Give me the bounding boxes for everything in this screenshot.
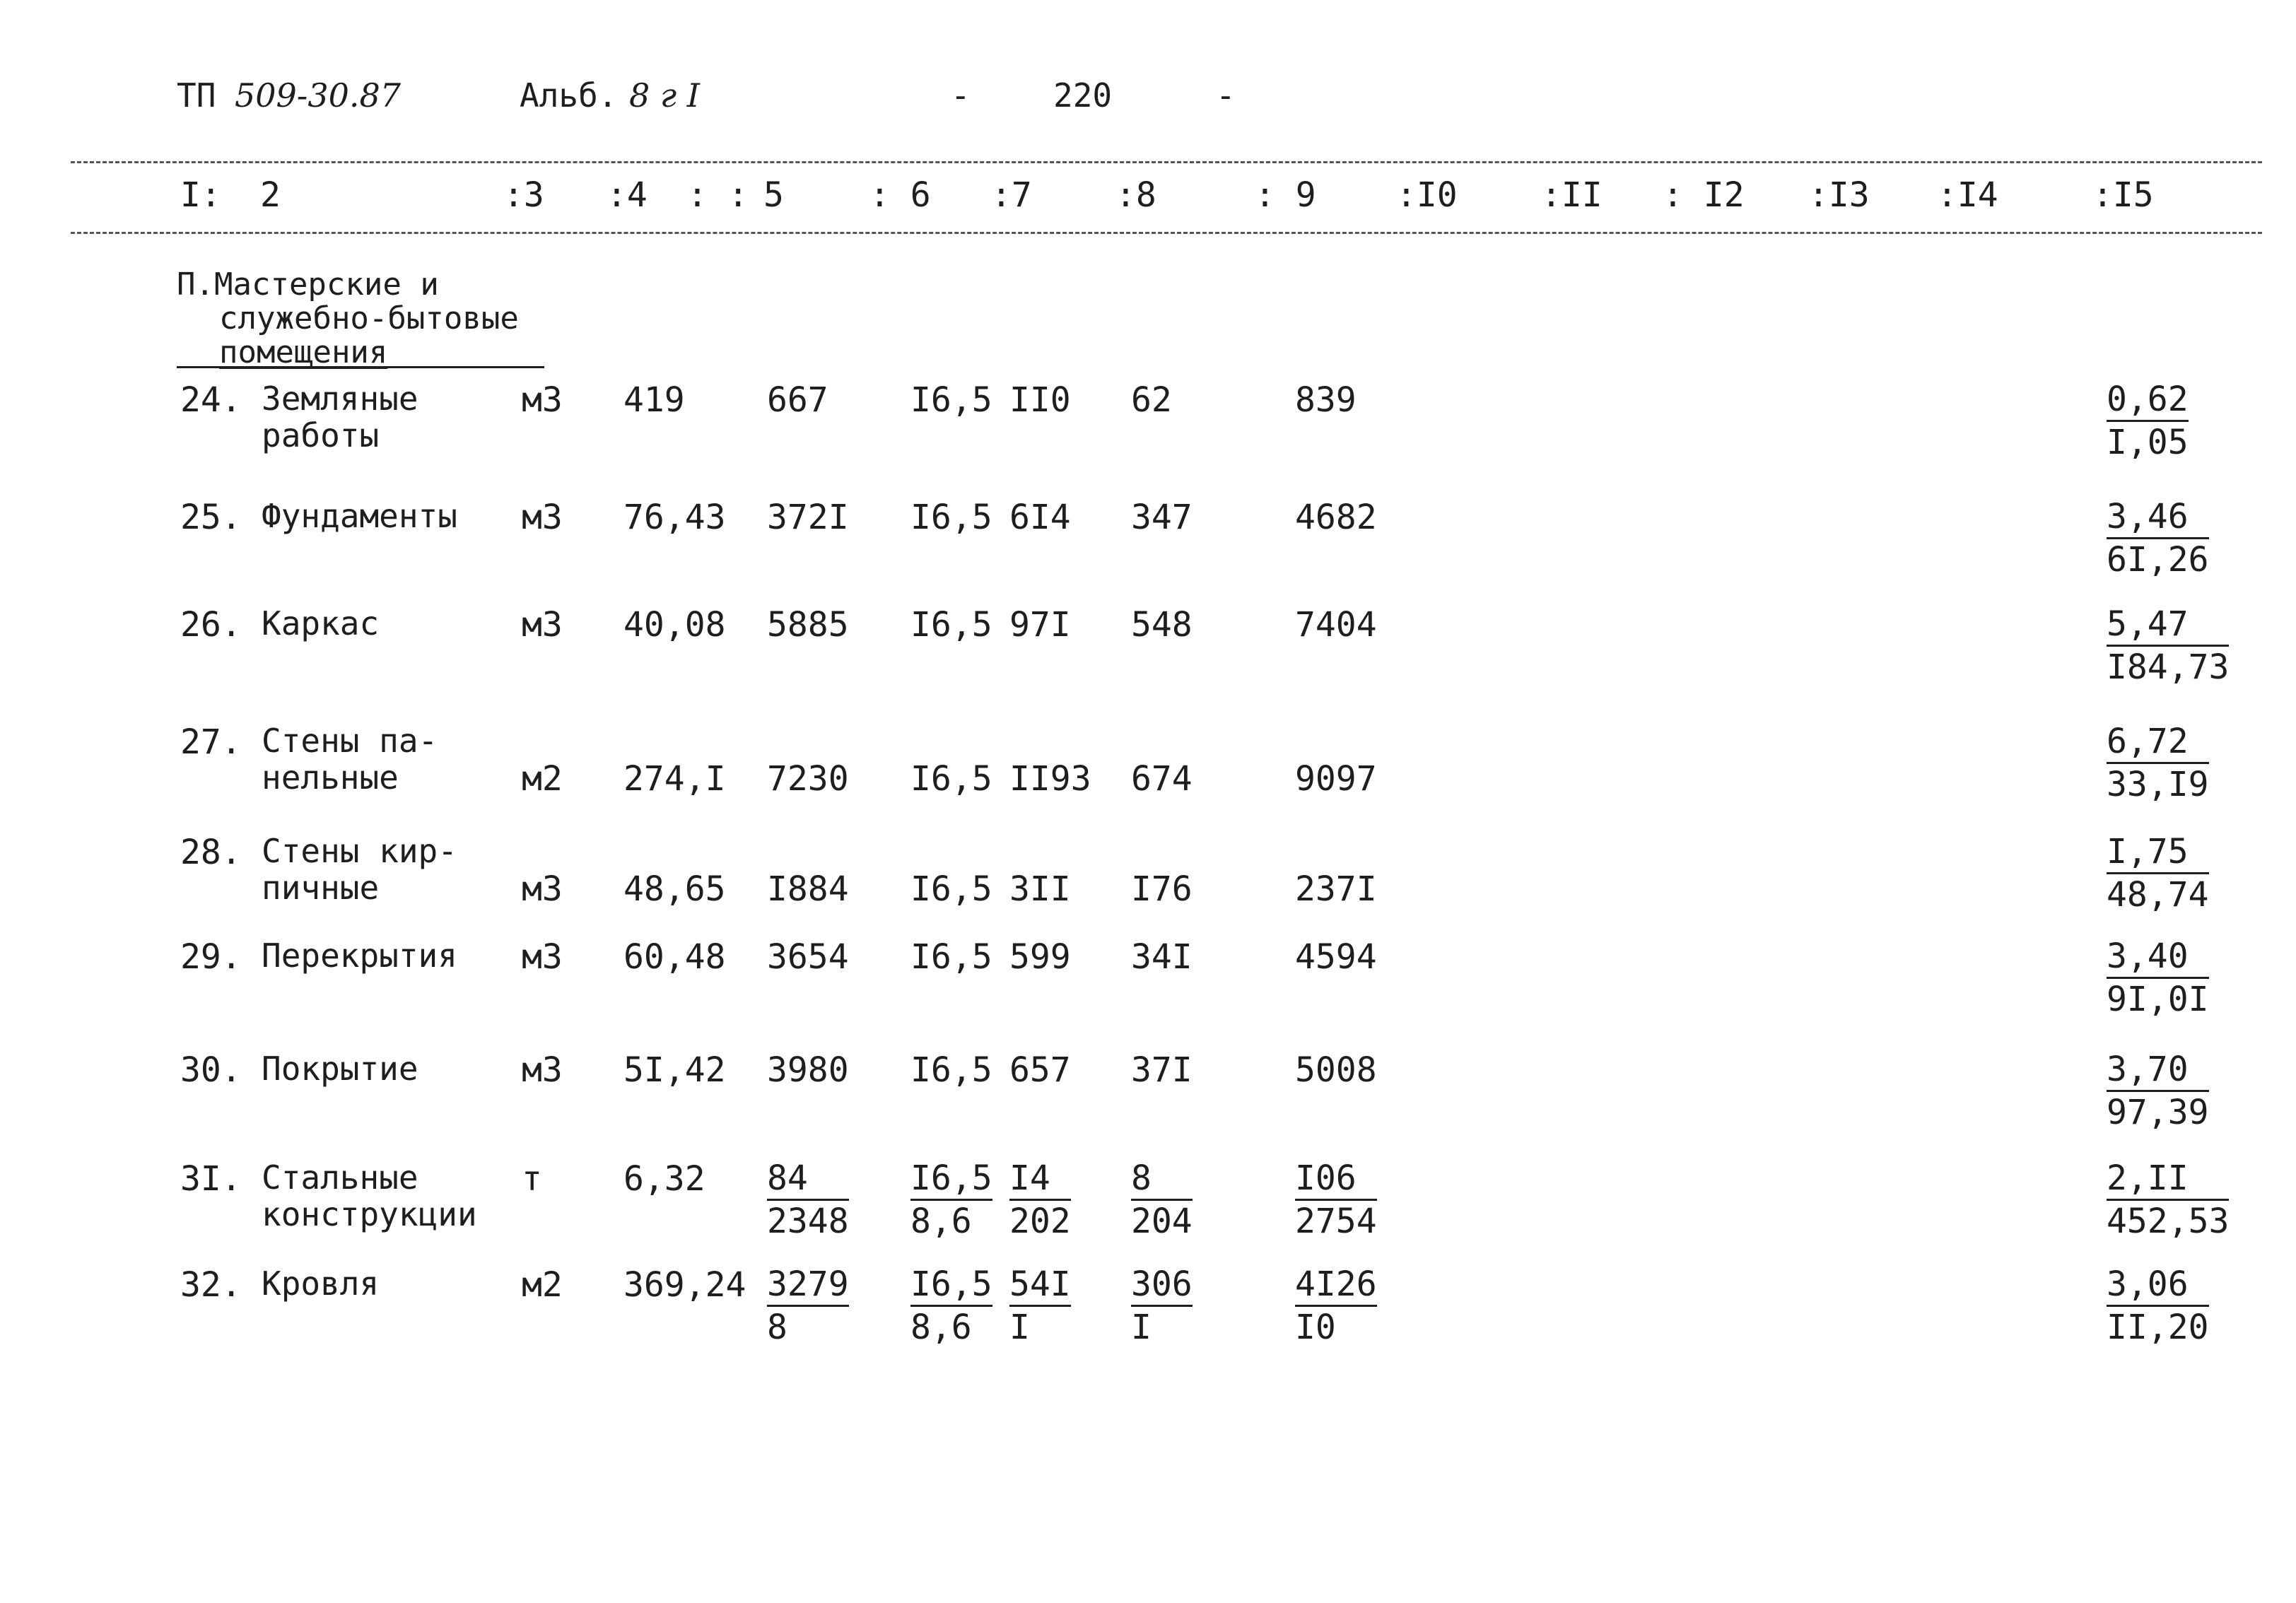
column-15-denominator: 9I,0I <box>2107 980 2209 1019</box>
column-5-cell: 7230 <box>767 759 849 799</box>
column-6-cell-fraction <box>910 1265 992 1346</box>
doc-number: 509-30.87 <box>235 76 402 114</box>
page-number: 220 <box>1053 76 1113 114</box>
column-8-cell-denominator: I <box>1131 1308 1152 1347</box>
column-6-cell-denominator: 8,6 <box>910 1202 972 1241</box>
column-header-4: :4 <box>607 175 648 215</box>
page-dash-left: - <box>951 76 971 114</box>
column-7-cell-fraction <box>1009 1159 1071 1240</box>
unit-cell: м3 <box>522 1050 563 1090</box>
column-15-numerator: 0,62 <box>2107 380 2189 422</box>
column-15-fraction <box>2107 380 2189 462</box>
column-5-cell-numerator: 3279 <box>767 1265 849 1307</box>
work-name-line1: Покрытие <box>262 1050 418 1088</box>
work-name-line1: Каркас <box>262 604 380 642</box>
column-8-cell: 674 <box>1131 759 1193 799</box>
column-15-numerator: I,75 <box>2107 833 2209 874</box>
column-7-cell-denominator: 202 <box>1009 1202 1071 1241</box>
column-9-cell: 9097 <box>1295 759 1377 799</box>
column-15-fraction <box>2107 722 2209 804</box>
column-header-6: : 6 <box>869 175 931 215</box>
column-15-numerator: 6,72 <box>2107 722 2209 764</box>
column-8-cell: 62 <box>1131 380 1172 420</box>
column-5-cell-fraction <box>767 1159 849 1240</box>
column-15-denominator: II,20 <box>2107 1308 2209 1347</box>
column-9-cell: 5008 <box>1295 1050 1377 1090</box>
column-6-cell: I6,5 <box>910 498 992 537</box>
column-15-numerator: 3,06 <box>2107 1265 2209 1307</box>
column-8-cell: 347 <box>1131 498 1193 537</box>
column-15-numerator: 2,II <box>2107 1159 2229 1201</box>
work-name-line2: работы <box>262 416 380 454</box>
header-rule-top <box>71 161 2262 163</box>
row-number: 28. <box>180 833 242 872</box>
column-9-cell-numerator: 4I26 <box>1295 1265 1377 1307</box>
column-8-cell-denominator: 204 <box>1131 1202 1193 1241</box>
column-5-cell-denominator: 2348 <box>767 1202 849 1241</box>
row-number: 30. <box>180 1050 242 1090</box>
column-6-cell-denominator: 8,6 <box>910 1308 972 1347</box>
row-number: 27. <box>180 722 242 762</box>
column-6-cell: I6,5 <box>910 869 992 909</box>
album-number: 8 г I <box>629 76 700 114</box>
work-name-line1: Кровля <box>262 1264 380 1303</box>
column-header-15: :I5 <box>2092 175 2154 215</box>
column-5-cell: 5885 <box>767 605 849 645</box>
column-8-cell: 37I <box>1131 1050 1193 1090</box>
column-15-denominator: 97,39 <box>2107 1093 2209 1132</box>
column-8-cell-fraction <box>1131 1265 1193 1346</box>
unit-cell: м2 <box>522 1265 563 1305</box>
album-label: Альб. <box>520 76 618 114</box>
unit-cell: м3 <box>522 869 563 909</box>
column-8-cell: I76 <box>1131 869 1193 909</box>
column-6-cell: I6,5 <box>910 380 992 420</box>
column-15-numerator: 3,70 <box>2107 1050 2209 1092</box>
work-name-line1: Стальные <box>262 1158 418 1197</box>
column-header-9: : 9 <box>1255 175 1316 215</box>
column-7-cell: 6I4 <box>1009 498 1071 537</box>
column-15-denominator: 48,74 <box>2107 875 2209 915</box>
section-title-line1: П.Мастерские и <box>177 266 439 303</box>
doc-code: ТП <box>177 76 216 114</box>
column-5-cell: 3980 <box>767 1050 849 1090</box>
column-15-fraction <box>2107 605 2229 686</box>
section-underline <box>177 366 544 368</box>
column-7-cell: 657 <box>1009 1050 1071 1090</box>
column-7-cell: 599 <box>1009 937 1071 977</box>
unit-cell: м3 <box>522 605 563 645</box>
column-7-cell: II93 <box>1009 759 1091 799</box>
page-dash-right: - <box>1216 76 1236 114</box>
column-header-1: I: <box>180 175 221 215</box>
column-15-fraction <box>2107 1265 2209 1346</box>
work-name-line1: Перекрытия <box>262 936 457 975</box>
column-15-numerator: 3,46 <box>2107 498 2209 539</box>
unit-cell: м3 <box>522 498 563 537</box>
column-15-denominator: 33,I9 <box>2107 765 2209 804</box>
quantity-cell: 274,I <box>623 759 726 799</box>
work-name-line1: Стены па- <box>262 722 438 760</box>
column-5-cell: 372I <box>767 498 849 537</box>
work-name-line2: нельные <box>262 758 399 797</box>
column-9-cell: 4682 <box>1295 498 1377 537</box>
column-9-cell: 237I <box>1295 869 1377 909</box>
column-15-fraction <box>2107 937 2209 1018</box>
quantity-cell: 48,65 <box>623 869 726 909</box>
column-9-cell-numerator: I06 <box>1295 1159 1377 1201</box>
column-5-cell-numerator: 84 <box>767 1159 849 1201</box>
work-name-line1: Стены кир- <box>262 832 457 870</box>
row-number: 3I. <box>180 1159 242 1199</box>
column-5-cell: 3654 <box>767 937 849 977</box>
column-header-14: :I4 <box>1937 175 1998 215</box>
column-9-cell-fraction <box>1295 1265 1377 1346</box>
column-header-12: : I2 <box>1663 175 1745 215</box>
column-15-denominator: I84,73 <box>2107 647 2230 687</box>
row-number: 26. <box>180 605 242 645</box>
unit-cell: м3 <box>522 937 563 977</box>
quantity-cell: 369,24 <box>623 1265 746 1305</box>
column-9-cell-denominator: 2754 <box>1295 1202 1377 1241</box>
column-7-cell: 3II <box>1009 869 1071 909</box>
section-title-line2: служебно-бытовые <box>219 300 519 336</box>
column-7-cell: II0 <box>1009 380 1071 420</box>
column-7-cell: 97I <box>1009 605 1071 645</box>
quantity-cell: 40,08 <box>623 605 726 645</box>
column-9-cell: 4594 <box>1295 937 1377 977</box>
row-number: 29. <box>180 937 242 977</box>
column-6-cell: I6,5 <box>910 605 992 645</box>
column-6-cell-fraction <box>910 1159 992 1240</box>
column-15-fraction <box>2107 1050 2209 1132</box>
column-15-fraction <box>2107 833 2209 914</box>
column-8-cell-fraction <box>1131 1159 1193 1240</box>
column-8-cell: 34I <box>1131 937 1193 977</box>
column-header-7: :7 <box>991 175 1032 215</box>
column-header-11: :II <box>1541 175 1603 215</box>
column-6-cell: I6,5 <box>910 1050 992 1090</box>
column-5-cell: 667 <box>767 380 828 420</box>
section-title-line3: помещения <box>219 334 388 370</box>
column-15-denominator: I,05 <box>2107 423 2189 462</box>
work-name-line2: пичные <box>262 869 380 907</box>
column-9-cell: 7404 <box>1295 605 1377 645</box>
column-15-denominator: 452,53 <box>2107 1202 2230 1241</box>
column-8-cell-numerator: 8 <box>1131 1159 1193 1201</box>
column-15-fraction <box>2107 1159 2229 1240</box>
column-header-sep: : : <box>687 175 749 215</box>
column-15-fraction <box>2107 498 2209 579</box>
column-15-numerator: 3,40 <box>2107 937 2209 979</box>
column-header-8: :8 <box>1115 175 1156 215</box>
work-name-line2: конструкции <box>262 1195 477 1233</box>
column-6-cell: I6,5 <box>910 759 992 799</box>
column-15-numerator: 5,47 <box>2107 605 2229 647</box>
column-7-cell-denominator: I <box>1009 1308 1030 1347</box>
column-header-2: 2 <box>260 175 281 215</box>
column-header-13: :I3 <box>1808 175 1870 215</box>
work-name-line1: Фундаменты <box>262 497 457 535</box>
column-5-cell: I884 <box>767 869 849 909</box>
quantity-cell: 419 <box>623 380 685 420</box>
column-9-cell-denominator: I0 <box>1295 1308 1336 1347</box>
quantity-cell: 6,32 <box>623 1159 705 1199</box>
column-8-cell-numerator: 306 <box>1131 1265 1193 1307</box>
column-7-cell-numerator: 54I <box>1009 1265 1071 1307</box>
column-header-10: :I0 <box>1396 175 1458 215</box>
unit-cell: м2 <box>522 759 563 799</box>
column-7-cell-fraction <box>1009 1265 1071 1346</box>
column-6-cell: I6,5 <box>910 937 992 977</box>
column-5-cell-denominator: 8 <box>767 1308 787 1347</box>
column-8-cell: 548 <box>1131 605 1193 645</box>
quantity-cell: 5I,42 <box>623 1050 726 1090</box>
column-header-3: :3 <box>503 175 544 215</box>
header-rule-bottom <box>71 232 2262 234</box>
column-5-cell-fraction <box>767 1265 849 1346</box>
column-15-denominator: 6I,26 <box>2107 540 2209 580</box>
unit-cell: т <box>522 1159 542 1199</box>
row-number: 24. <box>180 380 242 420</box>
row-number: 25. <box>180 498 242 537</box>
unit-cell: м3 <box>522 380 563 420</box>
quantity-cell: 60,48 <box>623 937 726 977</box>
quantity-cell: 76,43 <box>623 498 726 537</box>
column-6-cell-numerator: I6,5 <box>910 1159 992 1201</box>
column-7-cell-numerator: I4 <box>1009 1159 1071 1201</box>
column-9-cell-fraction <box>1295 1159 1377 1240</box>
column-9-cell: 839 <box>1295 380 1357 420</box>
work-name-line1: Земляные <box>262 380 418 418</box>
column-6-cell-numerator: I6,5 <box>910 1265 992 1307</box>
row-number: 32. <box>180 1265 242 1305</box>
column-header-5: 5 <box>763 175 784 215</box>
